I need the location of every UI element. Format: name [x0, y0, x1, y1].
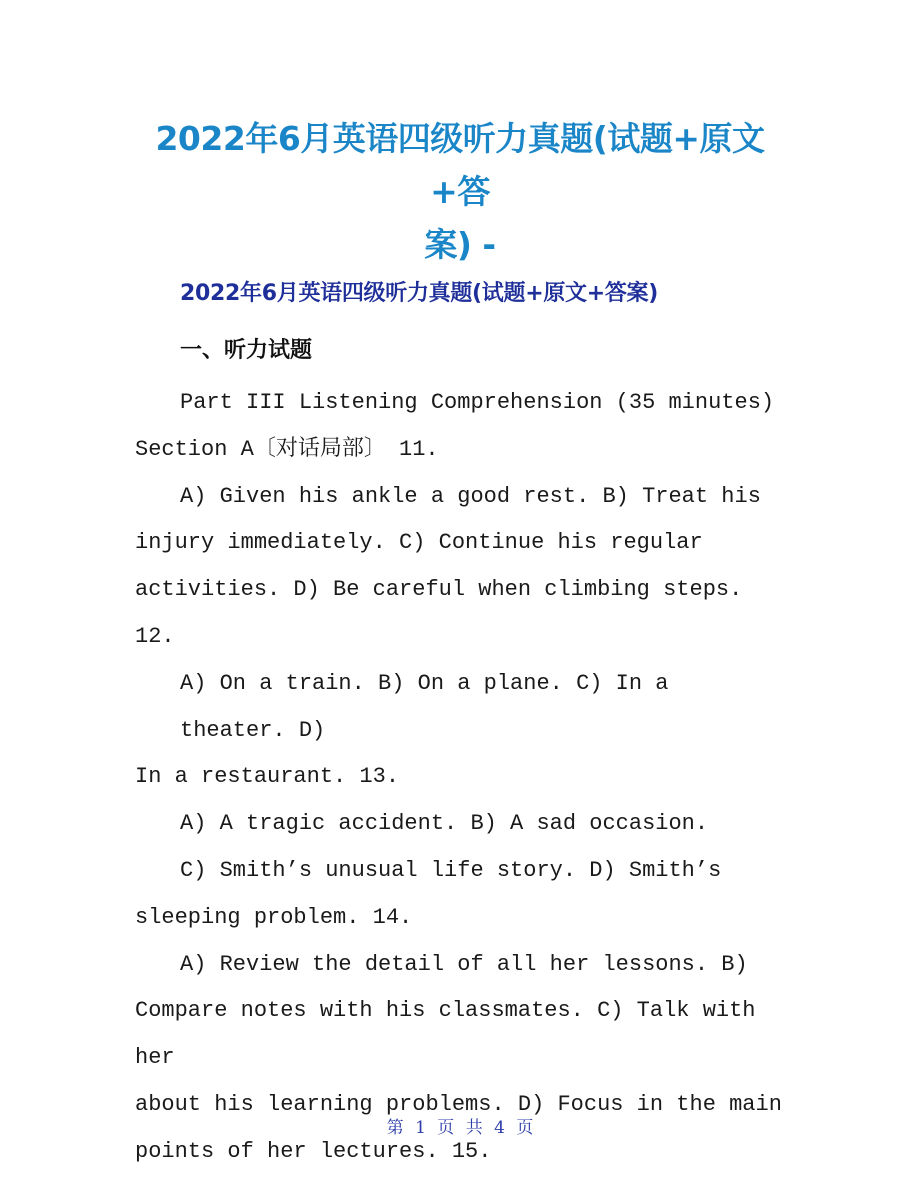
text-line: sleeping problem. 14. — [135, 904, 413, 930]
title-line-2: 案) - — [424, 225, 496, 264]
document-body — [135, 380, 785, 1176]
text-line: Section A〔对话局部〕 11. — [135, 436, 439, 462]
text-line: In a restaurant. 13. — [135, 764, 400, 790]
text-line: Compare notes with his classmates. C) Talk with her — [135, 998, 756, 1071]
document-subtitle: 2022年6月英语四级听力真题(试题+原文+答案) — [180, 281, 659, 306]
text-line: A) Given his ankle a good rest. B) Treat his — [180, 483, 761, 509]
text-line: Part III Listening Comprehension (35 minutes) — [180, 390, 775, 415]
section-heading: 一、听力试题 — [180, 337, 313, 363]
text-line: injury immediately. C) Continue his regular — [135, 530, 703, 556]
text-line: activities. D) Be careful when climbing steps. 12. — [135, 577, 743, 649]
text-line: A) Review the detail of all her lessons. B) — [180, 951, 748, 977]
page-footer: 第 1 页 共 4 页 — [386, 1118, 534, 1138]
text-line: points of her lectures. 15. — [135, 1138, 492, 1164]
text-line: C) Smith’s unusual life story. D) Smith’s — [180, 857, 722, 883]
text-line: A) A tragic accident. B) A sad occasion. — [180, 811, 709, 837]
text-line: about his learning problems. D) Focus in the main — [135, 1091, 782, 1117]
document-title — [130, 112, 790, 271]
text-line: A) On a train. B) On a plane. C) In a theater. D) — [180, 670, 669, 743]
title-line-1: 2022年6月英语四级听力真题(试题+原文+答 — [155, 119, 765, 211]
